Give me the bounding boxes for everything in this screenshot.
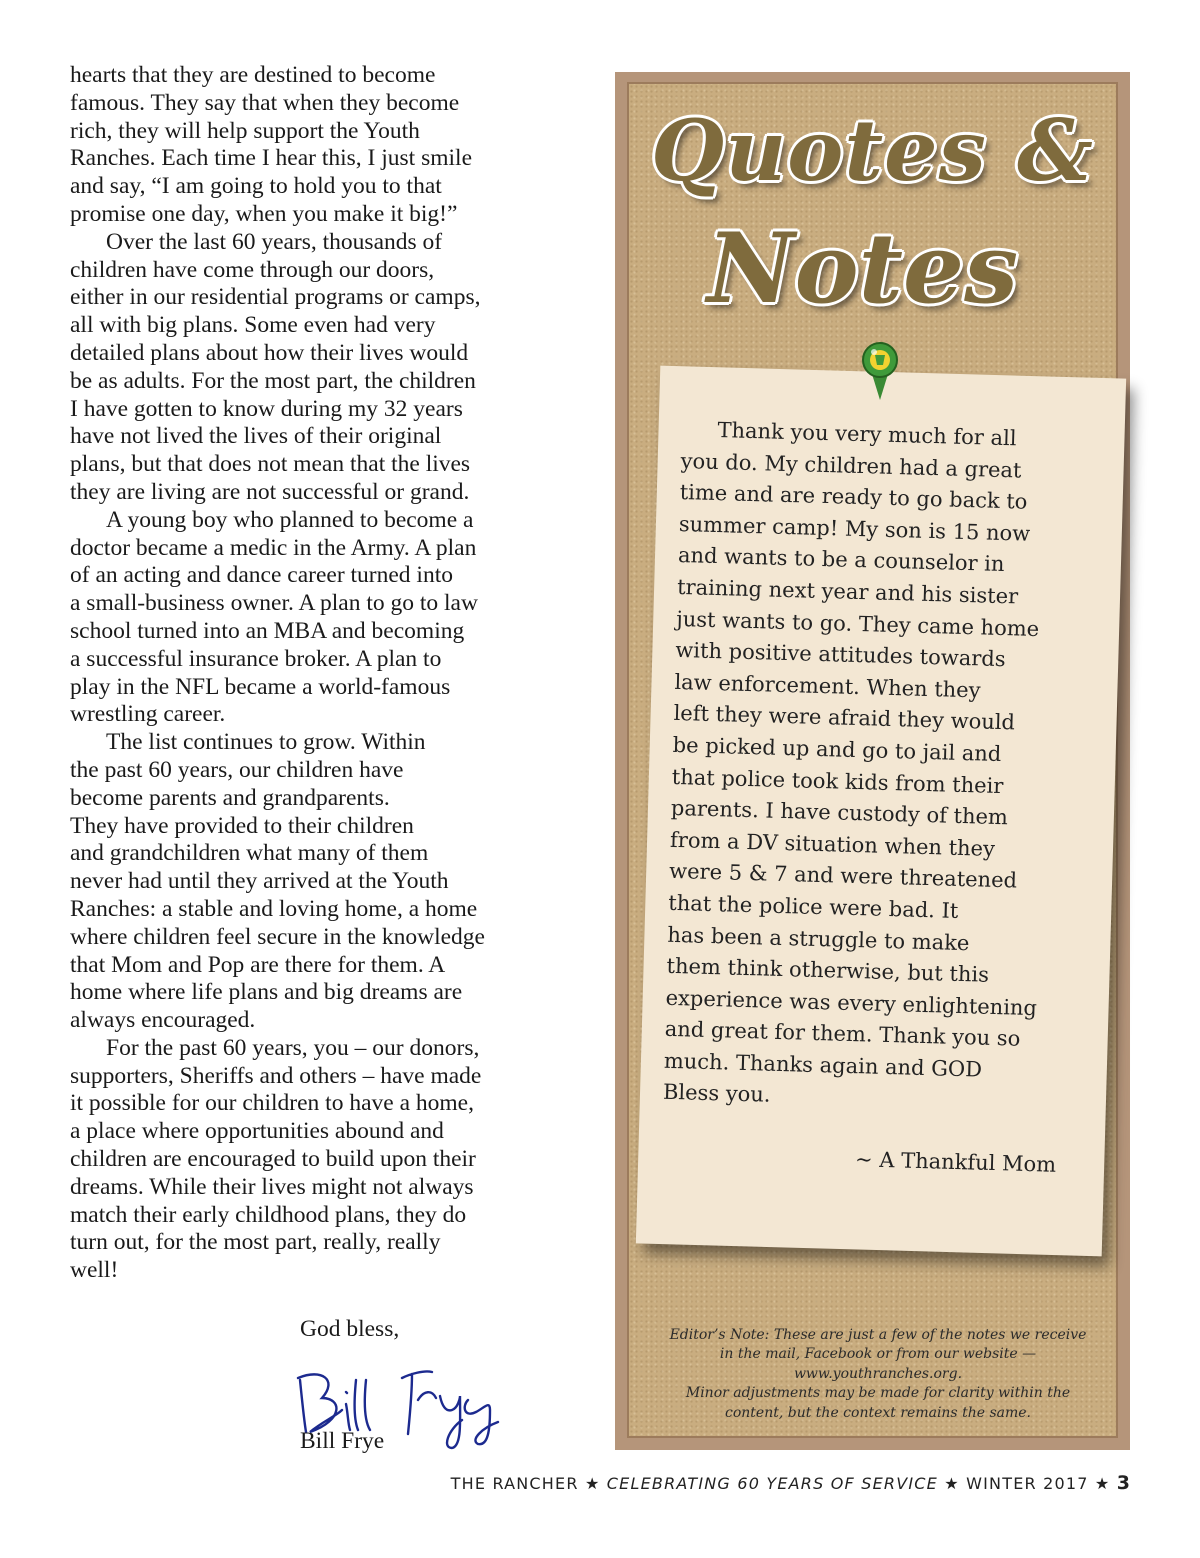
editor-note-line: Minor adjustments may be made for clarity within the	[685, 1385, 1071, 1402]
article-line: Ranches: a stable and loving home, a home	[70, 895, 478, 922]
article-line: a successful insurance broker. A plan to	[70, 645, 442, 672]
editor-note-line: in the mail, Facebook or from our website —	[719, 1346, 1037, 1363]
article-line: wrestling career.	[70, 701, 226, 728]
note-line: time and are ready to go back to	[679, 480, 1028, 514]
star-icon: ★	[1094, 1474, 1111, 1493]
article-line: hearts that they are destined to become	[70, 62, 436, 88]
article-line: always encouraged.	[70, 1007, 256, 1034]
article-paragraph	[70, 729, 590, 1035]
article-line: Over the last 60 years, thousands of	[106, 228, 443, 255]
note-line: were 5 & 7 and were threatened	[668, 859, 1018, 893]
article-line: The list continues to grow. Within	[106, 729, 426, 756]
note-line: training next year and his sister	[676, 574, 1019, 609]
article-paragraph	[70, 507, 590, 729]
closing-text: God bless,	[300, 1316, 400, 1342]
note-line: Bless you.	[662, 1080, 771, 1108]
note-line: and wants to be a counselor in	[677, 543, 1005, 577]
note-line: has been a struggle to make	[667, 922, 970, 955]
article-line: and grandchildren what many of them	[70, 840, 429, 867]
article-line: promise one day, when you make it big!”	[70, 200, 458, 227]
article-line: it possible for our children to have a home,	[70, 1090, 474, 1117]
note-line: be picked up and go to jail and	[672, 732, 1002, 766]
article-line: school turned into an MBA and becoming	[70, 617, 465, 644]
note-line: just wants to go. They came home	[675, 606, 1040, 641]
note-line: and great for them. Thank you so	[664, 1017, 1021, 1051]
article-paragraph	[70, 229, 590, 507]
article-line: children have come through our doors,	[70, 256, 435, 283]
article-line: A young boy who planned to become a	[106, 506, 474, 533]
article-line: they are living are not successful or grand.	[70, 478, 470, 505]
article-line: I have gotten to know during my 32 years	[70, 395, 463, 422]
article-line: either in our residential programs or camps,	[70, 284, 481, 311]
note-line: law enforcement. When they	[674, 669, 981, 703]
signer-name: Bill Frye	[300, 1428, 385, 1454]
article-line: doctor became a medic in the Army. A plan	[70, 534, 477, 561]
panel-title	[615, 92, 1130, 328]
article-body	[70, 62, 590, 1285]
note-line: that the police were bad. It	[668, 890, 959, 923]
note-line: them think otherwise, but this	[666, 953, 990, 987]
article-paragraph	[70, 1035, 590, 1285]
article-line: children are encouraged to build upon their	[70, 1146, 476, 1173]
page-footer	[451, 1472, 1130, 1494]
article-line: that Mom and Pop are there for them. A	[70, 951, 446, 978]
panel-title-line1: Quotes &	[651, 101, 1094, 200]
editor-note-line: content, but the context remains the same.	[725, 1404, 1031, 1421]
editor-note	[648, 1326, 1108, 1423]
article-line: a place where opportunities abound and	[70, 1118, 444, 1145]
editor-note-line: Editor’s Note: These are just a few of the notes we receive	[669, 1327, 1087, 1343]
note-line: parents. I have custody of them	[670, 795, 1009, 830]
star-icon: ★	[584, 1474, 601, 1493]
article-line: of an acting and dance career turned into	[70, 562, 453, 589]
article-line: They have provided to their children	[70, 812, 414, 839]
article-line: supporters, Sheriffs and others – have made	[70, 1062, 482, 1089]
article-paragraph	[70, 62, 590, 229]
article-line: plans, but that does not mean that the lives	[70, 451, 471, 478]
article-line: For the past 60 years, you – our donors,	[106, 1034, 480, 1061]
article-line: well!	[70, 1257, 119, 1284]
article-line: dreams. While their lives might not always	[70, 1173, 474, 1200]
note-line: that police took kids from their	[671, 764, 1004, 798]
note-line: you do. My children had a great	[680, 448, 1022, 483]
article-line: home where life plans and big dreams are	[70, 979, 463, 1006]
article-line: a small-business owner. A plan to go to law	[70, 590, 478, 617]
panel-title-line2: Notes	[706, 212, 1019, 325]
note-line: summer camp! My son is 15 now	[678, 511, 1031, 546]
article-line: turn out, for the most part, really, really	[70, 1229, 441, 1256]
page-number: 3	[1116, 1472, 1130, 1494]
push-pin-icon	[858, 340, 902, 404]
note-line: left they were afraid they would	[673, 701, 1016, 735]
article-line: famous. They say that when they become	[70, 89, 460, 116]
footer-issue: WINTER 2017	[966, 1474, 1089, 1493]
article-line: have not lived the lives of their original	[70, 423, 442, 450]
article-line: detailed plans about how their lives would	[70, 339, 469, 366]
editor-note-line: www.youthranches.org.	[793, 1365, 963, 1382]
article-line: play in the NFL became a world-famous	[70, 673, 451, 700]
note-text	[663, 414, 1092, 1120]
article-line: Ranches. Each time I hear this, I just smile	[70, 145, 473, 172]
note-line: with positive attitudes towards	[675, 638, 1006, 672]
article-line: all with big plans. Some even had very	[70, 312, 436, 339]
star-icon: ★	[944, 1474, 960, 1493]
article-line: never had until they arrived at the Youth	[70, 868, 449, 895]
note-line: from a DV situation when they	[669, 827, 996, 861]
article-line: the past 60 years, our children have	[70, 756, 404, 783]
note-signature: ~ A Thankful Mom	[854, 1147, 1057, 1177]
article-line: and say, “I am going to hold you to that	[70, 173, 442, 200]
note-line: Thank you very much for all	[717, 418, 1017, 451]
article-line: be as adults. For the most part, the children	[70, 367, 476, 394]
article-line: where children feel secure in the knowledge	[70, 923, 485, 950]
note-line: experience was every enlightening	[665, 985, 1038, 1020]
article-line: become parents and grandparents.	[70, 784, 390, 811]
article-line: match their early childhood plans, they do	[70, 1201, 467, 1228]
footer-tagline: CELEBRATING 60 YEARS OF SERVICE	[606, 1474, 938, 1493]
article-line: rich, they will help support the Youth	[70, 117, 420, 144]
note-line: much. Thanks again and GOD	[663, 1048, 983, 1082]
publication-name: THE RANCHER	[450, 1474, 579, 1493]
